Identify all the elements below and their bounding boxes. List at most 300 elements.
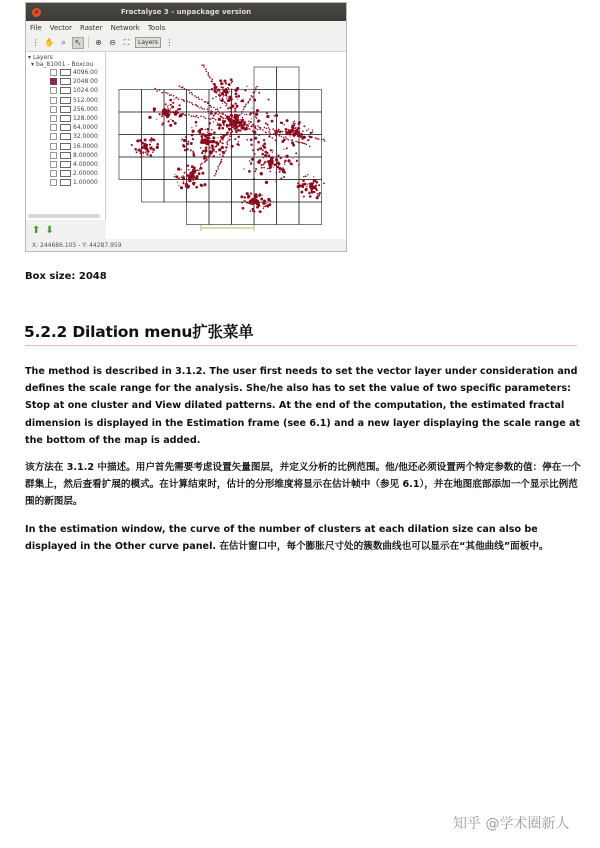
pattern-dot [308, 135, 310, 137]
layer-row[interactable] [26, 86, 105, 95]
pattern-dot [210, 110, 212, 112]
pattern-dot [185, 136, 187, 138]
toolbar-divider [88, 37, 89, 48]
pattern-dot [205, 152, 206, 153]
pattern-dot [165, 111, 166, 112]
layer-swatch-icon [60, 115, 71, 122]
pattern-dot [218, 119, 220, 121]
pattern-dot [261, 164, 263, 166]
pattern-dot [254, 92, 256, 94]
pattern-dot [200, 164, 202, 166]
pattern-dot [258, 134, 260, 136]
pattern-dot [209, 147, 211, 149]
pattern-dot [213, 141, 214, 142]
pattern-dot [236, 105, 239, 108]
pattern-dot [321, 139, 323, 141]
pattern-dot [187, 165, 189, 167]
pattern-dot [205, 68, 207, 70]
box-count-cell [187, 202, 210, 225]
pattern-dot [235, 96, 237, 98]
pattern-dot [163, 91, 165, 93]
pattern-dot [200, 147, 202, 149]
pattern-dot [229, 134, 231, 136]
pattern-dot [189, 92, 191, 94]
pattern-dot [243, 109, 245, 111]
pattern-dot [257, 122, 258, 123]
pattern-dot [165, 92, 167, 94]
pattern-dot [244, 196, 246, 198]
pattern-dot [265, 132, 267, 134]
pattern-dot [263, 199, 266, 202]
pattern-dot [256, 86, 258, 88]
pattern-dot [181, 87, 183, 89]
pattern-dot [282, 167, 284, 169]
layer-visibility-checkbox[interactable] [50, 106, 57, 113]
scale-range-bar [201, 225, 254, 231]
pattern-dot [139, 149, 142, 152]
pattern-dot [259, 120, 260, 121]
grip-handle-icon: ⋮ [31, 38, 40, 47]
pattern-dot [158, 114, 159, 115]
zoom-out-icon[interactable]: ⊖ [109, 38, 116, 47]
pattern-dot [273, 167, 274, 168]
pattern-dot [227, 144, 229, 146]
menu-raster[interactable]: Raster [80, 23, 103, 32]
pattern-dot [162, 109, 165, 112]
pattern-dot [172, 120, 174, 122]
pattern-dot [233, 125, 235, 127]
pattern-dot [283, 137, 285, 139]
pattern-dot [268, 99, 270, 101]
pattern-dot [217, 122, 218, 123]
layer-visibility-checkbox[interactable] [50, 87, 57, 94]
layer-visibility-checkbox[interactable] [50, 69, 57, 76]
pattern-dot [182, 145, 184, 147]
pattern-dot [217, 168, 219, 170]
layer-swatch-icon [60, 78, 71, 85]
pattern-dot [311, 131, 313, 133]
pattern-dot [314, 185, 316, 187]
pattern-dot [228, 91, 229, 92]
pattern-dot [235, 93, 238, 96]
box-count-cell [254, 90, 277, 113]
layer-swatch-icon [60, 179, 71, 186]
pattern-dot [190, 172, 192, 174]
map-view[interactable] [106, 52, 346, 239]
pattern-dot [253, 96, 254, 97]
pattern-dot [252, 92, 254, 94]
pattern-dot [179, 85, 181, 87]
layer-row[interactable] [26, 68, 105, 77]
pattern-dot [207, 108, 209, 110]
pattern-dot [167, 105, 168, 106]
pattern-dot [204, 108, 206, 110]
pattern-dot [257, 148, 259, 150]
pattern-dot [208, 122, 210, 124]
pattern-dot [254, 137, 257, 140]
pattern-dot [274, 130, 276, 132]
pattern-dot [225, 114, 227, 116]
box-count-cell [209, 180, 232, 203]
pattern-dot [150, 137, 152, 139]
pattern-dot [234, 115, 235, 116]
layer-visibility-checkbox[interactable] [50, 152, 57, 159]
pattern-dot [235, 124, 237, 126]
move-up-arrow-icon[interactable]: ⬆ [32, 224, 41, 236]
pattern-dot [172, 111, 174, 113]
pattern-dot [252, 203, 254, 205]
zoom-in-icon[interactable]: ⊕ [95, 38, 102, 47]
box-count-cell [254, 135, 277, 158]
pattern-dot [178, 98, 180, 100]
pattern-dot [281, 122, 283, 124]
pattern-dot [182, 86, 184, 88]
menu-file[interactable]: File [30, 23, 42, 32]
pattern-dot [303, 196, 305, 198]
pattern-dot [273, 133, 275, 135]
collapse-arrow-icon[interactable]: ▾ [28, 54, 32, 61]
menu-bar [26, 21, 346, 34]
pattern-dot [226, 98, 227, 99]
pattern-dot [170, 119, 171, 120]
pattern-dot [228, 139, 230, 141]
pattern-dot [292, 122, 294, 124]
pattern-dot [222, 153, 224, 155]
layer-visibility-checkbox[interactable] [50, 78, 57, 85]
pattern-dot [187, 141, 189, 143]
pattern-dot [200, 107, 202, 109]
pattern-dot [170, 108, 171, 109]
pattern-dot [282, 131, 284, 133]
pattern-dot [230, 121, 232, 123]
pattern-dot [297, 183, 299, 185]
layer-row[interactable] [26, 132, 105, 141]
pattern-dot [234, 128, 236, 130]
collapse-arrow-icon[interactable]: ▾ [31, 61, 35, 68]
layers-button[interactable]: Layers [135, 37, 161, 48]
pattern-dot [192, 175, 194, 177]
pattern-dot [186, 100, 188, 102]
layer-swatch-icon [60, 133, 71, 140]
pattern-dot [280, 130, 282, 132]
pattern-dot [243, 200, 244, 201]
layer-visibility-checkbox[interactable] [50, 124, 57, 131]
pattern-dot [224, 134, 226, 136]
pattern-dot [189, 101, 191, 103]
pattern-dot [209, 152, 211, 154]
pattern-dot [156, 143, 159, 146]
pattern-dot [146, 153, 148, 155]
pattern-dot [317, 196, 318, 197]
pattern-dot [187, 143, 189, 145]
box-count-cell [277, 67, 300, 90]
layer-row[interactable] [26, 169, 105, 178]
pattern-dot [272, 151, 273, 152]
pattern-dot [311, 137, 313, 139]
pattern-dot [226, 125, 229, 128]
pattern-dot [169, 94, 171, 96]
pattern-dot [220, 134, 221, 135]
pattern-dot [188, 90, 190, 92]
layer-visibility-checkbox[interactable] [50, 179, 57, 186]
pattern-dot [194, 95, 196, 97]
menu-vector[interactable]: Vector [49, 23, 73, 32]
pattern-dot [295, 133, 297, 135]
pattern-dot [279, 171, 281, 173]
pattern-dot [230, 111, 232, 113]
pattern-dot [154, 88, 156, 90]
pattern-dot [244, 200, 246, 202]
pattern-dot [222, 137, 224, 139]
pattern-dot [240, 121, 242, 123]
pattern-dot [284, 171, 286, 173]
pan-hand-icon[interactable]: ✋ [44, 38, 55, 47]
pattern-dot [165, 103, 167, 105]
pattern-dot [237, 96, 238, 97]
pattern-dot [260, 172, 263, 175]
pattern-dot [238, 141, 239, 142]
pattern-dot [139, 148, 140, 149]
layers-panel-title: Layers [32, 54, 53, 61]
pattern-dot [181, 99, 183, 101]
menu-tools[interactable]: Tools [147, 23, 166, 32]
pattern-dot [207, 74, 209, 76]
pattern-dot [222, 97, 224, 99]
pattern-dot [317, 193, 318, 194]
pattern-dot [249, 160, 250, 161]
pattern-dot [213, 107, 215, 109]
pattern-dot [295, 152, 297, 154]
pattern-dot [262, 195, 263, 196]
pattern-dot [223, 117, 225, 119]
pattern-dot [270, 157, 273, 160]
pattern-dot [199, 168, 201, 170]
pattern-dot [301, 133, 303, 135]
pattern-dot [275, 114, 278, 117]
pattern-dot [167, 93, 169, 95]
pattern-dot [225, 82, 227, 84]
select-pointer-icon[interactable]: ↖ [72, 37, 84, 49]
pattern-dot [300, 191, 303, 194]
pattern-dot [223, 94, 224, 95]
box-count-cell [119, 90, 142, 113]
layer-row[interactable] [26, 123, 105, 132]
layer-row[interactable] [26, 178, 105, 187]
pattern-dot [265, 181, 268, 184]
pattern-dot [255, 202, 256, 203]
pattern-dot [257, 161, 260, 164]
pattern-dot [205, 146, 208, 149]
layer-visibility-checkbox[interactable] [50, 115, 57, 122]
pattern-dot [275, 135, 277, 137]
pattern-dot [169, 99, 172, 102]
layer-visibility-checkbox[interactable] [50, 170, 57, 177]
pattern-dot [263, 142, 266, 145]
layer-label: 1.00000 [73, 179, 98, 187]
pattern-dot [249, 128, 251, 130]
pattern-dot [258, 92, 260, 94]
pattern-dot [292, 132, 294, 134]
pattern-dot [218, 127, 221, 130]
pattern-dot [198, 130, 201, 133]
pattern-dot [298, 164, 300, 166]
pattern-dot [192, 130, 194, 132]
layer-row[interactable] [26, 142, 105, 151]
pattern-dot [201, 64, 203, 66]
pattern-dot [223, 96, 224, 97]
layer-visibility-checkbox[interactable] [50, 161, 57, 168]
pattern-dot [226, 134, 228, 136]
pattern-dot [283, 124, 285, 126]
pattern-dot [210, 138, 211, 139]
box-count-cell [119, 157, 142, 180]
pattern-dot [192, 174, 194, 176]
pattern-dot [206, 156, 208, 158]
pattern-dot [148, 116, 151, 119]
pattern-dot [251, 118, 252, 119]
pattern-dot [207, 102, 209, 104]
pattern-dot [195, 177, 198, 180]
pattern-dot [291, 126, 294, 129]
zoom-icon[interactable]: ⌕ [61, 38, 66, 47]
tree-root-item[interactable] [26, 61, 105, 68]
pattern-dot [140, 152, 142, 154]
pattern-dot [241, 127, 243, 129]
pattern-dot [262, 149, 264, 151]
pattern-dot [237, 99, 238, 100]
layer-row[interactable] [26, 96, 105, 105]
pattern-dot [181, 138, 183, 140]
pattern-dot [206, 71, 208, 73]
pattern-dot [145, 151, 147, 153]
pattern-dot [316, 138, 318, 140]
layer-swatch-icon [60, 152, 71, 159]
pattern-dot [152, 148, 155, 151]
pattern-dot [179, 108, 181, 110]
pattern-dot [150, 154, 152, 156]
pattern-dot [167, 120, 169, 122]
close-icon[interactable]: ✕ [33, 8, 40, 16]
pattern-dot [255, 195, 258, 198]
pattern-dot [206, 137, 209, 140]
pattern-dot [222, 120, 224, 122]
pattern-dot [226, 142, 228, 144]
pattern-dot [256, 109, 259, 112]
pattern-dot [304, 143, 306, 145]
pattern-dot [190, 177, 192, 179]
pattern-dot [298, 121, 301, 124]
pattern-dot [152, 151, 154, 153]
layer-visibility-checkbox[interactable] [50, 143, 57, 150]
pattern-dot [285, 155, 288, 158]
pattern-dot [301, 135, 303, 137]
layer-row[interactable] [26, 105, 105, 114]
pattern-dot [311, 185, 314, 188]
box-count-cell [142, 112, 165, 135]
zoom-extent-icon[interactable]: ⛶ [123, 38, 130, 47]
pattern-dot [238, 122, 240, 124]
pattern-dot [162, 112, 165, 115]
pattern-dot [301, 185, 304, 188]
pattern-dot [306, 144, 308, 146]
layer-row[interactable] [26, 114, 105, 123]
pattern-dot [269, 171, 271, 173]
pattern-dot [161, 115, 163, 117]
layer-row[interactable] [26, 151, 105, 160]
layer-row[interactable] [26, 77, 105, 86]
pattern-dot [294, 120, 296, 122]
pattern-dot [324, 140, 326, 142]
pattern-dot [237, 130, 238, 131]
pattern-dot [246, 85, 247, 86]
pattern-dot [269, 133, 271, 135]
pattern-dot [240, 119, 241, 120]
layer-label: 8.00000 [73, 151, 98, 159]
pattern-dot [266, 128, 268, 130]
pattern-dot [216, 171, 218, 173]
pattern-dot [237, 116, 239, 118]
pattern-dot [181, 114, 183, 116]
pattern-dot [225, 118, 227, 120]
layer-visibility-checkbox[interactable] [50, 133, 57, 140]
pattern-dot [215, 173, 217, 175]
box-count-cell [277, 202, 300, 225]
pattern-dot [234, 107, 236, 109]
pattern-dot [283, 149, 284, 150]
pattern-dot [266, 112, 268, 114]
pattern-dot [246, 127, 248, 129]
pattern-dot [167, 108, 169, 110]
pattern-dot [175, 174, 176, 175]
pattern-dot [284, 162, 286, 164]
pattern-dot [267, 168, 269, 170]
box-count-cell [277, 180, 300, 203]
pattern-dot [303, 125, 305, 127]
pattern-dot [161, 92, 163, 94]
pattern-dot [177, 112, 179, 114]
pattern-dot [228, 98, 231, 101]
map-canvas[interactable] [106, 52, 346, 239]
pattern-dot [250, 112, 252, 114]
layer-swatch-icon [60, 87, 71, 94]
pattern-dot [248, 123, 250, 125]
pattern-dot [191, 102, 193, 104]
pattern-dot [156, 119, 157, 120]
layer-swatch-icon [60, 69, 71, 76]
menu-network[interactable]: Network [110, 23, 140, 32]
pattern-dot [234, 119, 236, 121]
pattern-dot [227, 132, 229, 134]
panel-scrollbar[interactable] [28, 214, 100, 218]
pattern-dot [251, 126, 253, 128]
pattern-dot [224, 121, 226, 123]
layer-visibility-checkbox[interactable] [50, 97, 57, 104]
pattern-dot [272, 128, 274, 130]
pattern-dot [225, 105, 227, 107]
title-bar [26, 3, 346, 21]
pattern-dot [313, 180, 315, 182]
pattern-dot [234, 89, 237, 92]
pattern-dot [178, 185, 179, 186]
toolbar [26, 34, 346, 52]
pattern-dot [208, 128, 209, 129]
layer-row[interactable] [26, 160, 105, 169]
move-down-arrow-icon[interactable]: ⬇ [45, 224, 54, 236]
pattern-dot [217, 89, 219, 91]
pattern-dot [197, 117, 199, 119]
pattern-dot [207, 111, 209, 113]
pattern-dot [307, 184, 308, 185]
